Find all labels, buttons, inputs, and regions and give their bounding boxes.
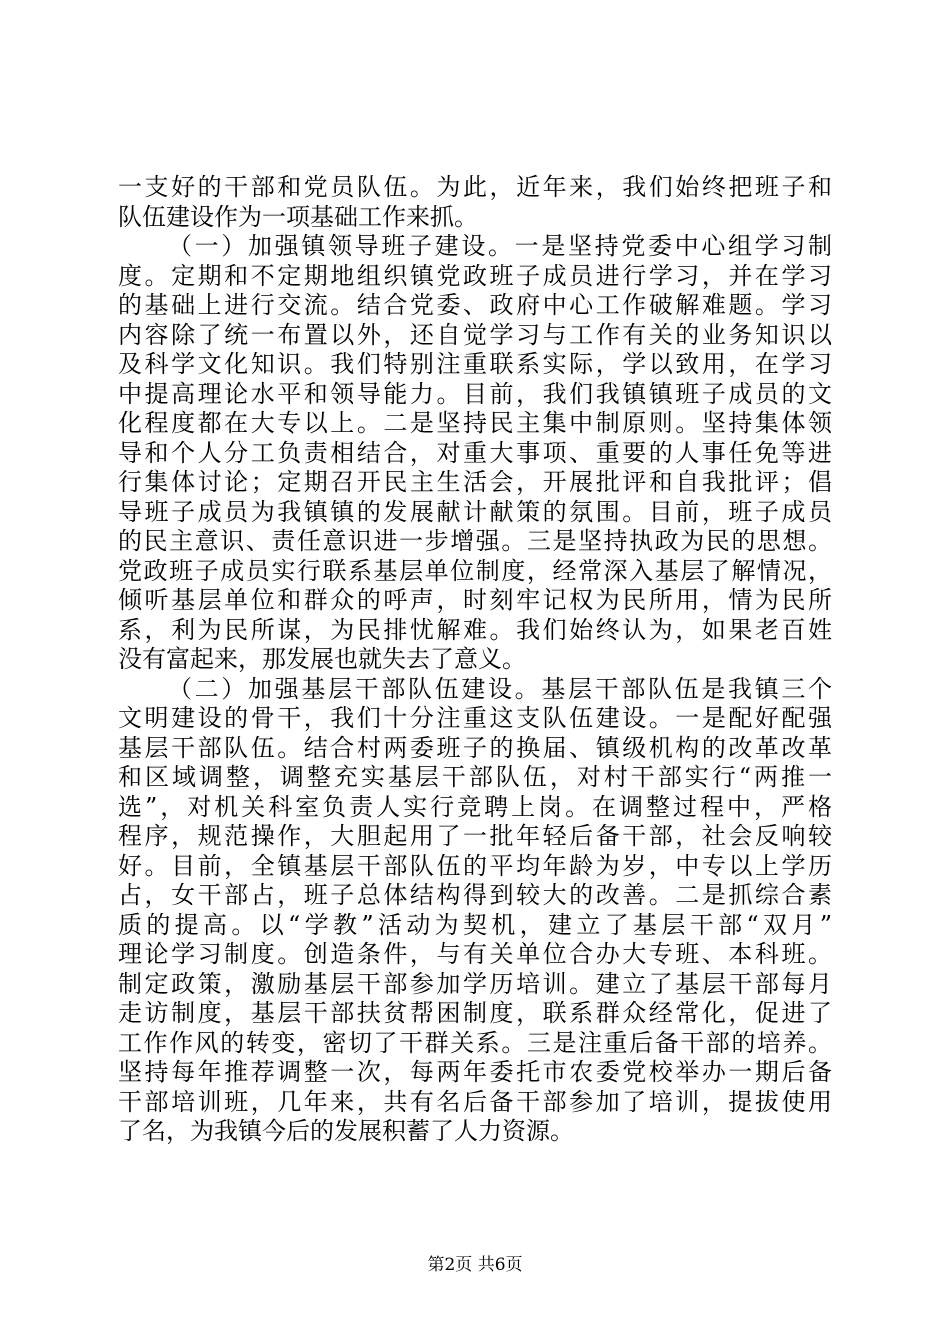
text-line: 度。定期和不定期地组织镇党政班子成员进行学习，并在学习 <box>118 261 832 290</box>
text-line: 制定政策，激励基层干部参加学历培训。建立了基层干部每月 <box>118 969 832 998</box>
text-line: 倾听基层单位和群众的呼声，时刻牢记权为民所用，情为民所 <box>118 586 832 614</box>
text-line: 系，利为民所谋，为民排忧解难。我们始终认为，如果老百姓 <box>118 615 832 644</box>
text-line: 质的提高。以“学教”活动为契机，建立了基层干部“双月” <box>118 910 832 939</box>
text-line: （二）加强基层干部队伍建设。基层干部队伍是我镇三个 <box>168 674 832 703</box>
text-line: 的基础上进行交流。结合党委、政府中心工作破解难题。学习 <box>118 291 832 319</box>
text-line: 程序，规范操作，大胆起用了一批年轻后备干部，社会反响较 <box>118 822 832 850</box>
page-number-footer: 第2页 共6页 <box>427 1255 523 1275</box>
text-line: 走访制度，基层干部扶贫帮困制度，联系群众经常化，促进了 <box>118 999 832 1027</box>
text-line: 队伍建设作为一项基础工作来抓。 <box>118 202 478 231</box>
text-line: 干部培训班，几年来，共有名后备干部参加了培训，提拔使用 <box>118 1087 832 1116</box>
text-line: 好。目前，全镇基层干部队伍的平均年龄为岁，中专以上学历 <box>118 851 832 880</box>
text-line: 文明建设的骨干，我们十分注重这支队伍建设。一是配好配强 <box>118 704 832 732</box>
text-line: 导班子成员为我镇镇的发展献计献策的氛围。目前，班子成员 <box>118 497 832 526</box>
text-line: 了名，为我镇今后的发展积蓄了人力资源。 <box>118 1117 574 1145</box>
text-line: 的民主意识、责任意识进一步增强。三是坚持执政为民的思想。 <box>118 527 832 555</box>
text-line: 导和个人分工负责相结合，对重大事项、重要的人事任免等进 <box>118 438 832 467</box>
text-line: 中提高理论水平和领导能力。目前，我们我镇镇班子成员的文 <box>118 379 832 408</box>
text-line: 基层干部队伍。结合村两委班子的换届、镇级机构的改革改革 <box>118 733 832 762</box>
text-line: 及科学文化知识。我们特别注重联系实际，学以致用，在学习 <box>118 350 832 378</box>
text-line: （一）加强镇领导班子建设。一是坚持党委中心组学习制 <box>168 232 832 260</box>
text-line: 选”，对机关科室负责人实行竞聘上岗。在调整过程中，严格 <box>118 792 832 821</box>
text-line: 坚持每年推荐调整一次，每两年委托市农委党校举办一期后备 <box>118 1058 832 1086</box>
text-line: 行集体讨论；定期召开民主生活会，开展批评和自我批评；倡 <box>118 468 832 496</box>
text-line: 党政班子成员实行联系基层单位制度，经常深入基层了解情况， <box>118 556 832 585</box>
text-line: 占，女干部占，班子总体结构得到较大的改善。二是抓综合素 <box>118 881 832 909</box>
text-line: 和区域调整，调整充实基层干部队伍，对村干部实行“两推一 <box>118 763 832 791</box>
text-line: 一支好的干部和党员队伍。为此，近年来，我们始终把班子和 <box>118 173 832 201</box>
text-line: 理论学习制度。创造条件，与有关单位合办大专班、本科班。 <box>118 940 832 968</box>
text-line: 工作作风的转变，密切了干群关系。三是注重后备干部的培养。 <box>118 1028 832 1057</box>
text-line: 化程度都在大专以上。二是坚持民主集中制原则。坚持集体领 <box>118 409 832 437</box>
text-line: 内容除了统一布置以外，还自觉学习与工作有关的业务知识以 <box>118 320 832 349</box>
text-line: 没有富起来，那发展也就失去了意义。 <box>118 645 526 673</box>
